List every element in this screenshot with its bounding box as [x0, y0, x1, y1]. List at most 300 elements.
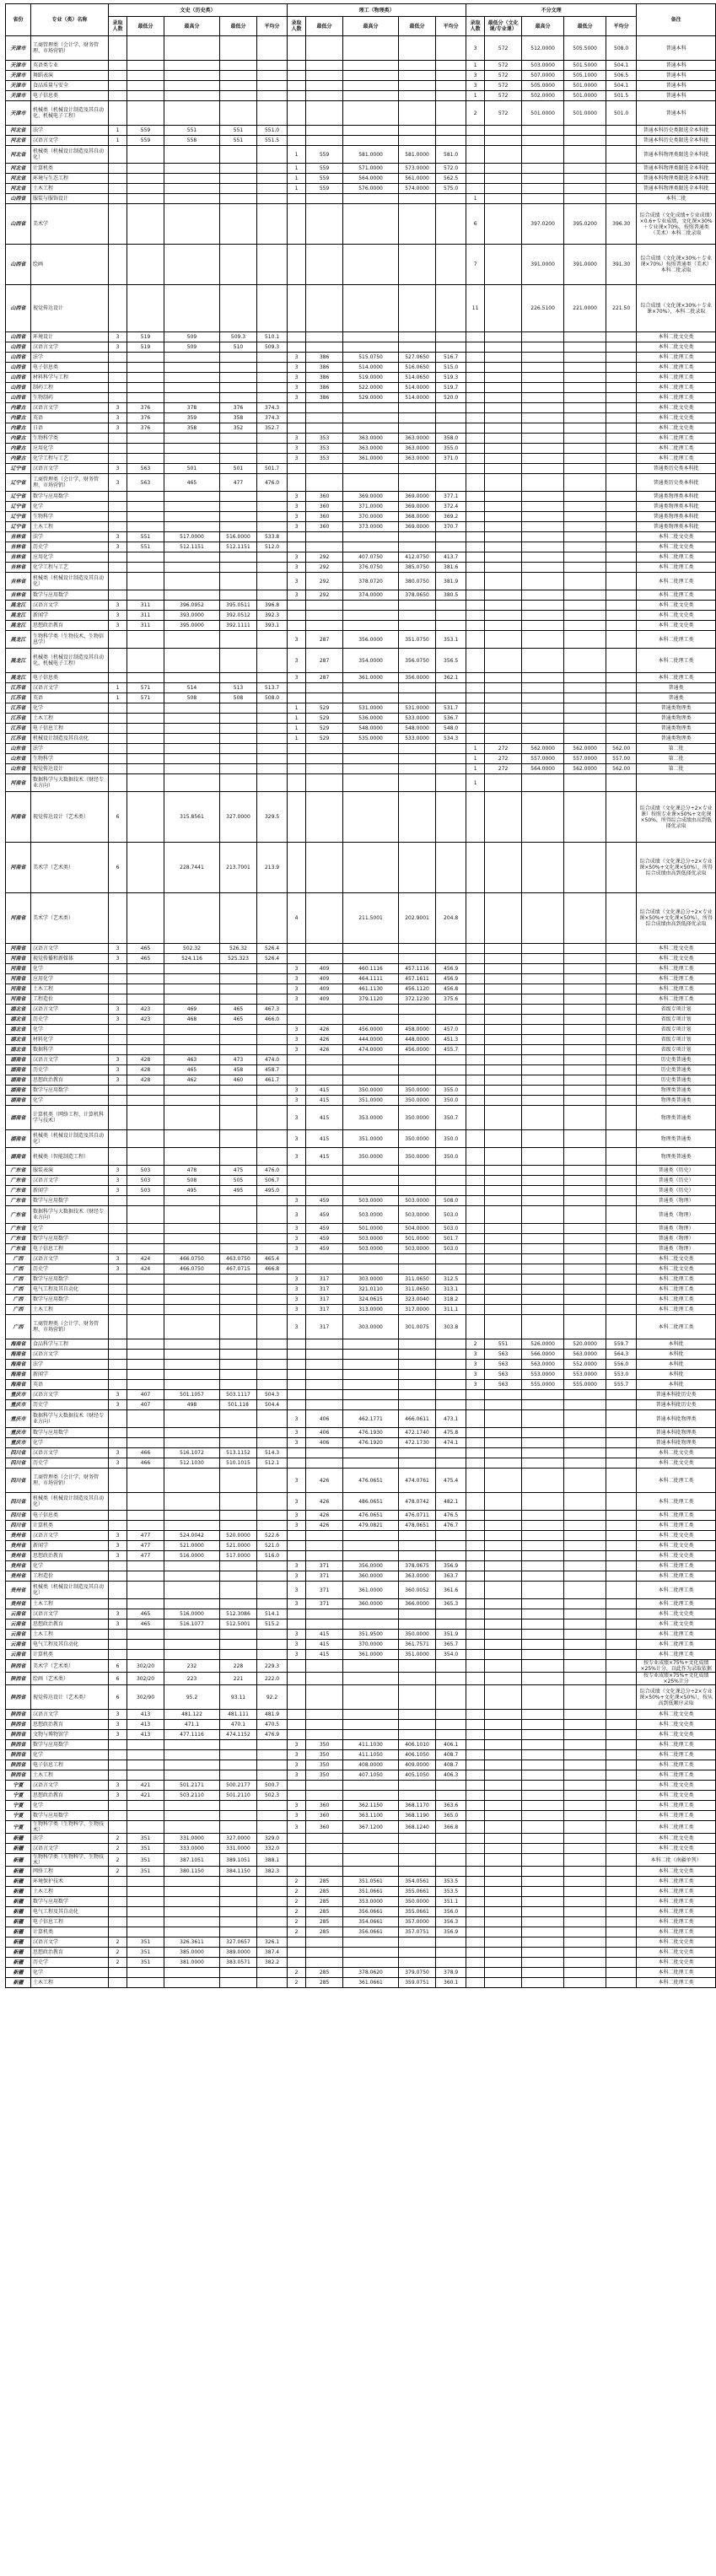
- cell-arts-min2: 327.0000: [220, 1834, 257, 1844]
- cell-arts-avg: 526.4: [257, 954, 288, 964]
- cell-sci-min2: [399, 1660, 436, 1673]
- cell-none-min2: [564, 1811, 606, 1821]
- cell-remark: 本科二批理工类: [637, 1740, 716, 1750]
- table-row: [6, 1673, 716, 1685]
- cell-sci-avg: [436, 774, 466, 792]
- cell-arts-max: [164, 1295, 220, 1305]
- cell-none-min2: [564, 621, 606, 631]
- cell-none-avg: [606, 563, 637, 573]
- table-row: [6, 1619, 716, 1630]
- cell-none-plan: 3: [466, 1380, 485, 1390]
- cell-sci-max: 503.0000: [343, 1196, 399, 1206]
- table-row: [6, 1660, 716, 1673]
- cell-arts-min: [127, 774, 164, 792]
- cell-province: 宁夏: [6, 1801, 31, 1811]
- cell-arts-plan: [109, 1096, 127, 1106]
- cell-arts-avg: 222.0: [257, 1673, 288, 1685]
- cell-arts-min: [127, 1025, 164, 1035]
- cell-sci-plan: [288, 1350, 306, 1360]
- cell-sci-min: [306, 1350, 343, 1360]
- cell-arts-max: [164, 434, 220, 444]
- cell-none-max: [522, 383, 564, 393]
- cell-none-plan: [466, 502, 485, 512]
- cell-arts-plan: 3: [109, 1065, 127, 1075]
- cell-sci-min: 409: [306, 974, 343, 984]
- cell-none-min2: [564, 1224, 606, 1234]
- cell-arts-plan: [109, 194, 127, 204]
- cell-none-avg: [606, 724, 637, 734]
- cell-arts-plan: 3: [109, 1015, 127, 1025]
- cell-arts-plan: [109, 1750, 127, 1760]
- cell-province: 湖南省: [6, 1055, 31, 1065]
- cell-major: 计算机类: [31, 164, 109, 174]
- cell-none-max: 553.0000: [522, 1370, 564, 1380]
- cell-none-max: [522, 1937, 564, 1948]
- cell-remark: 本科二批理工类: [637, 1599, 716, 1609]
- cell-none-avg: [606, 1730, 637, 1740]
- cell-none-avg: [606, 353, 637, 363]
- cell-sci-min2: [399, 1186, 436, 1196]
- cell-sci-max: [343, 1948, 399, 1958]
- cell-arts-max: [164, 1897, 220, 1907]
- cell-sci-min: 559: [306, 146, 343, 164]
- table-row: [6, 245, 716, 285]
- cell-sci-min: [306, 1948, 343, 1958]
- table-row: [6, 843, 716, 893]
- cell-none-max: [522, 403, 564, 413]
- cell-sci-max: [343, 1710, 399, 1720]
- cell-major: 法学: [31, 1834, 109, 1844]
- cell-none-min2: [564, 1640, 606, 1650]
- cell-sci-plan: 3: [288, 573, 306, 590]
- table-row: [6, 1801, 716, 1811]
- cell-arts-min: [127, 1511, 164, 1521]
- cell-arts-avg: 533.8: [257, 532, 288, 542]
- cell-major: 汉语言文学: [31, 464, 109, 474]
- cell-arts-min: 424: [127, 1254, 164, 1264]
- cell-sci-max: [343, 1390, 399, 1400]
- cell-arts-plan: [109, 245, 127, 285]
- cell-none-plan: [466, 1428, 485, 1438]
- cell-none-plan: [466, 1887, 485, 1897]
- cell-sci-avg: 381.6: [436, 563, 466, 573]
- cell-arts-max: 478: [164, 1166, 220, 1176]
- cell-sci-plan: [288, 1673, 306, 1685]
- cell-none-min2: [564, 683, 606, 693]
- cell-remark: 综合成绩（文化课×30%＋专业课×70%）按照普通类（美术）本科二批录取: [637, 245, 716, 285]
- cell-arts-min2: [220, 1630, 257, 1640]
- cell-sci-avg: [436, 1867, 466, 1877]
- table-row: [6, 1086, 716, 1096]
- cell-remark: 本科二批文史类: [637, 1264, 716, 1275]
- cell-major: 汉语言文学: [31, 683, 109, 693]
- cell-arts-min: 302/20: [127, 1673, 164, 1685]
- cell-none-plan: [466, 573, 485, 590]
- cell-none-min2: [564, 1854, 606, 1867]
- cell-major: 机械类（机械设计制造及其自动化、机械电子工程）: [31, 649, 109, 673]
- cell-sci-min2: 350.0000: [399, 1106, 436, 1130]
- cell-major: 化学: [31, 1968, 109, 1978]
- cell-arts-plan: 2: [109, 1958, 127, 1968]
- cell-arts-avg: [257, 1370, 288, 1380]
- cell-sci-min2: [399, 1350, 436, 1360]
- cell-sci-plan: 3: [288, 673, 306, 683]
- cell-arts-max: 466.0750: [164, 1264, 220, 1275]
- cell-arts-min: 413: [127, 1710, 164, 1720]
- cell-sci-avg: [436, 683, 466, 693]
- cell-arts-plan: 3: [109, 332, 127, 342]
- cell-sci-min: 409: [306, 984, 343, 994]
- cell-province: 山西省: [6, 342, 31, 353]
- header-arts-min2: 最低分: [220, 17, 257, 36]
- cell-arts-avg: [257, 1599, 288, 1609]
- cell-arts-avg: 458.7: [257, 1065, 288, 1075]
- cell-remark: 普通本科物理类限选全本科批: [637, 174, 716, 184]
- cell-arts-avg: [257, 194, 288, 204]
- cell-province: 内蒙古: [6, 444, 31, 454]
- cell-arts-max: 380.1150: [164, 1867, 220, 1877]
- cell-sci-min2: 372.1230: [399, 994, 436, 1005]
- cell-none-min2: [564, 542, 606, 552]
- cell-sci-max: [343, 611, 399, 621]
- cell-arts-min: 559: [127, 136, 164, 146]
- cell-sci-min: 415: [306, 1086, 343, 1096]
- cell-none-min: [485, 532, 522, 542]
- cell-none-min2: [564, 1493, 606, 1511]
- cell-arts-min: [127, 1350, 164, 1360]
- cell-none-plan: [466, 1045, 485, 1055]
- cell-none-min2: [564, 703, 606, 714]
- cell-none-max: [522, 703, 564, 714]
- cell-none-plan: [466, 1770, 485, 1781]
- cell-arts-avg: [257, 146, 288, 164]
- header-province: 省份: [6, 4, 31, 36]
- cell-arts-min2: [220, 1887, 257, 1897]
- cell-none-min2: [564, 1821, 606, 1834]
- cell-sci-avg: 355.0: [436, 1086, 466, 1096]
- cell-arts-plan: [109, 1106, 127, 1130]
- cell-none-max: [522, 1791, 564, 1801]
- cell-arts-min2: [220, 492, 257, 502]
- table-row: [6, 1599, 716, 1609]
- cell-sci-max: 371.0000: [343, 502, 399, 512]
- cell-remark: 本科二批理工类: [637, 974, 716, 984]
- cell-sci-min: 459: [306, 1196, 343, 1206]
- cell-sci-min2: 406.1010: [399, 1740, 436, 1750]
- cell-arts-min2: [220, 146, 257, 164]
- cell-sci-max: 353.0000: [343, 1106, 399, 1130]
- cell-sci-min: 285: [306, 1897, 343, 1907]
- cell-none-min: [485, 146, 522, 164]
- cell-none-min: [485, 1015, 522, 1025]
- cell-none-plan: [466, 649, 485, 673]
- table-row: [6, 1390, 716, 1400]
- cell-sci-min: [306, 101, 343, 126]
- cell-arts-plan: 3: [109, 1730, 127, 1740]
- cell-arts-max: [164, 673, 220, 683]
- cell-sci-avg: [436, 91, 466, 101]
- cell-arts-max: 465: [164, 474, 220, 492]
- cell-sci-min2: 363.0000: [399, 444, 436, 454]
- cell-arts-min: [127, 101, 164, 126]
- cell-sci-max: 536.0000: [343, 714, 399, 724]
- cell-sci-min: 285: [306, 1887, 343, 1897]
- cell-sci-plan: [288, 1370, 306, 1380]
- cell-sci-min2: 516.0650: [399, 363, 436, 373]
- cell-province: 陕西省: [6, 1720, 31, 1730]
- cell-none-min2: [564, 552, 606, 563]
- cell-sci-avg: 381.9: [436, 573, 466, 590]
- cell-province: 河南省: [6, 984, 31, 994]
- cell-major: 数学与应用数学: [31, 1234, 109, 1244]
- cell-arts-plan: 1: [109, 693, 127, 703]
- cell-arts-max: [164, 1493, 220, 1511]
- cell-arts-plan: [109, 1025, 127, 1035]
- table-row: [6, 573, 716, 590]
- cell-arts-max: 498: [164, 1400, 220, 1410]
- cell-sci-min2: [399, 1166, 436, 1176]
- cell-arts-plan: [109, 1640, 127, 1650]
- cell-arts-min2: 389.1051: [220, 1854, 257, 1867]
- cell-major: 电子信息工程: [31, 1917, 109, 1927]
- cell-arts-avg: 512.0: [257, 542, 288, 552]
- cell-arts-min: [127, 1438, 164, 1448]
- cell-none-plan: [466, 332, 485, 342]
- cell-none-avg: [606, 1948, 637, 1958]
- cell-arts-min2: [220, 1339, 257, 1350]
- cell-none-min2: [564, 146, 606, 164]
- cell-major: 历史学: [31, 1065, 109, 1075]
- cell-none-min2: [564, 944, 606, 954]
- cell-sci-max: 379.1120: [343, 994, 399, 1005]
- cell-sci-min: 426: [306, 1511, 343, 1521]
- cell-none-plan: [466, 1791, 485, 1801]
- cell-none-min: [485, 673, 522, 683]
- cell-remark: 普通本科批物理类: [637, 1410, 716, 1428]
- cell-none-max: [522, 1821, 564, 1834]
- cell-major: 制药工程: [31, 383, 109, 393]
- cell-none-max: [522, 1285, 564, 1295]
- cell-arts-plan: 2: [109, 1854, 127, 1867]
- cell-none-min: [485, 1630, 522, 1640]
- cell-remark: 本科二批理工类: [637, 552, 716, 563]
- cell-remark: 本科二批文史类: [637, 1531, 716, 1541]
- cell-major: 汉语言文学: [31, 1609, 109, 1619]
- cell-arts-min2: 501.2110: [220, 1791, 257, 1801]
- cell-remark: 本科二批文史类: [637, 1958, 716, 1968]
- cell-none-avg: [606, 164, 637, 174]
- cell-sci-avg: [436, 61, 466, 71]
- cell-sci-min: 559: [306, 174, 343, 184]
- cell-arts-min2: 465: [220, 1005, 257, 1015]
- cell-arts-max: [164, 1599, 220, 1609]
- cell-sci-avg: [436, 245, 466, 285]
- cell-none-max: [522, 1025, 564, 1035]
- cell-arts-max: 463: [164, 1055, 220, 1065]
- cell-sci-min: [306, 1685, 343, 1710]
- cell-arts-avg: 504.3: [257, 1390, 288, 1400]
- cell-remark: 本科二批文史类: [637, 1730, 716, 1740]
- cell-arts-plan: 3: [109, 954, 127, 964]
- cell-none-avg: 396.30: [606, 204, 637, 245]
- cell-major: 土木工程: [31, 1599, 109, 1609]
- cell-arts-min: [127, 1035, 164, 1045]
- cell-none-min: [485, 1968, 522, 1978]
- cell-none-max: [522, 474, 564, 492]
- cell-province: 河南省: [6, 964, 31, 974]
- cell-none-min2: [564, 714, 606, 724]
- cell-none-max: [522, 1148, 564, 1166]
- cell-none-max: 562.0000: [522, 744, 564, 754]
- cell-sci-avg: [436, 1390, 466, 1400]
- cell-sci-plan: 3: [288, 1521, 306, 1531]
- cell-none-min2: [564, 734, 606, 744]
- cell-none-max: [522, 843, 564, 893]
- cell-arts-avg: [257, 492, 288, 502]
- cell-province: 山西省: [6, 363, 31, 373]
- cell-sci-min2: [399, 843, 436, 893]
- cell-none-plan: [466, 944, 485, 954]
- cell-remark: 本科二批文史类: [637, 954, 716, 964]
- cell-remark: 普通类物理类本科批: [637, 512, 716, 522]
- cell-sci-max: [343, 204, 399, 245]
- cell-sci-avg: 318.2: [436, 1295, 466, 1305]
- cell-major: 机械设计制造及其自动化: [31, 734, 109, 744]
- cell-sci-plan: [288, 285, 306, 332]
- cell-arts-min2: [220, 502, 257, 512]
- cell-none-avg: [606, 1571, 637, 1582]
- cell-major: 生物科学类（生物科学、生物技术）: [31, 1821, 109, 1834]
- cell-none-min2: [564, 1948, 606, 1958]
- table-row: [6, 1339, 716, 1350]
- cell-arts-min2: [220, 184, 257, 194]
- cell-sci-min2: 503.0000: [399, 1244, 436, 1254]
- cell-none-max: [522, 1075, 564, 1086]
- cell-none-avg: 557.00: [606, 754, 637, 764]
- cell-sci-max: 479.0821: [343, 1521, 399, 1531]
- table-row: [6, 1015, 716, 1025]
- cell-none-plan: [466, 1275, 485, 1285]
- cell-province: 河南省: [6, 954, 31, 964]
- cell-none-plan: [466, 994, 485, 1005]
- cell-sci-avg: [436, 1541, 466, 1551]
- cell-sci-plan: 2: [288, 1917, 306, 1927]
- cell-none-min2: 562.0000: [564, 744, 606, 754]
- cell-none-min2: [564, 693, 606, 703]
- cell-sci-min: 406: [306, 1428, 343, 1438]
- cell-major: 电子信息类: [31, 1511, 109, 1521]
- cell-sci-min: [306, 1710, 343, 1720]
- table-row: [6, 1740, 716, 1750]
- cell-remark: 本科二批文史类: [637, 1551, 716, 1561]
- cell-none-max: 505.0000: [522, 81, 564, 91]
- cell-sci-plan: 3: [288, 434, 306, 444]
- cell-sci-avg: 503.0: [436, 1206, 466, 1224]
- cell-sci-min2: 385.0750: [399, 563, 436, 573]
- cell-none-plan: [466, 444, 485, 454]
- cell-major: 生物制药: [31, 393, 109, 403]
- cell-sci-min2: 355.0661: [399, 1887, 436, 1897]
- cell-arts-max: 516.1072: [164, 1448, 220, 1458]
- cell-arts-plan: 6: [109, 792, 127, 843]
- cell-none-min: [485, 1927, 522, 1937]
- cell-sci-min: 353: [306, 434, 343, 444]
- cell-none-min: [485, 1196, 522, 1206]
- cell-sci-avg: 413.7: [436, 552, 466, 563]
- cell-arts-avg: [257, 1130, 288, 1148]
- cell-arts-plan: 1: [109, 683, 127, 693]
- cell-major: 生物科学: [31, 512, 109, 522]
- cell-arts-min2: 93.11: [220, 1685, 257, 1710]
- cell-remark: 普通本科: [637, 71, 716, 81]
- cell-arts-plan: 3: [109, 532, 127, 542]
- cell-sci-plan: 3: [288, 1511, 306, 1521]
- cell-arts-plan: [109, 1801, 127, 1811]
- cell-major: 法学: [31, 532, 109, 542]
- cell-sci-plan: [288, 1055, 306, 1065]
- cell-sci-plan: [288, 1531, 306, 1541]
- cell-arts-avg: [257, 1224, 288, 1234]
- cell-province: 山东省: [6, 744, 31, 754]
- cell-sci-avg: [436, 1176, 466, 1186]
- cell-arts-min: 551: [127, 532, 164, 542]
- table-row: [6, 1917, 716, 1927]
- cell-none-min: [485, 204, 522, 245]
- cell-sci-max: [343, 1834, 399, 1844]
- cell-province: 海南省: [6, 1360, 31, 1370]
- cell-none-max: 512.0000: [522, 36, 564, 61]
- cell-arts-max: 501.1057: [164, 1390, 220, 1400]
- cell-none-min2: [564, 1458, 606, 1469]
- cell-none-min2: [564, 1561, 606, 1571]
- cell-remark: 本科二批理工类: [637, 393, 716, 403]
- table-row: [6, 744, 716, 754]
- cell-province: 黑龙江: [6, 631, 31, 649]
- cell-none-min2: [564, 1305, 606, 1315]
- cell-province: 黑龙江: [6, 673, 31, 683]
- cell-arts-min: [127, 1599, 164, 1609]
- cell-none-avg: [606, 1148, 637, 1166]
- cell-arts-max: [164, 1380, 220, 1390]
- table-row: [6, 994, 716, 1005]
- cell-none-min: [485, 1917, 522, 1927]
- cell-none-max: [522, 974, 564, 984]
- cell-sci-max: 503.0000: [343, 1234, 399, 1244]
- cell-sci-avg: 356.9: [436, 1927, 466, 1937]
- cell-none-plan: [466, 974, 485, 984]
- cell-none-min2: [564, 563, 606, 573]
- cell-sci-min: [306, 532, 343, 542]
- cell-sci-min: 317: [306, 1305, 343, 1315]
- cell-sci-min2: [399, 1176, 436, 1186]
- cell-sci-avg: [436, 464, 466, 474]
- cell-province: 江苏省: [6, 703, 31, 714]
- cell-sci-max: 407.1050: [343, 1770, 399, 1781]
- cell-sci-plan: [288, 1458, 306, 1469]
- cell-province: 江苏省: [6, 683, 31, 693]
- cell-none-min: [485, 1740, 522, 1750]
- cell-province: 山西省: [6, 353, 31, 363]
- cell-arts-min2: [220, 1968, 257, 1978]
- cell-none-plan: [466, 1410, 485, 1428]
- table-row: [6, 464, 716, 474]
- cell-arts-plan: 6: [109, 1685, 127, 1710]
- table-row: [6, 1750, 716, 1760]
- cell-none-min: [485, 1186, 522, 1196]
- cell-arts-plan: [109, 964, 127, 974]
- cell-arts-avg: 470.5: [257, 1720, 288, 1730]
- cell-sci-max: [343, 101, 399, 126]
